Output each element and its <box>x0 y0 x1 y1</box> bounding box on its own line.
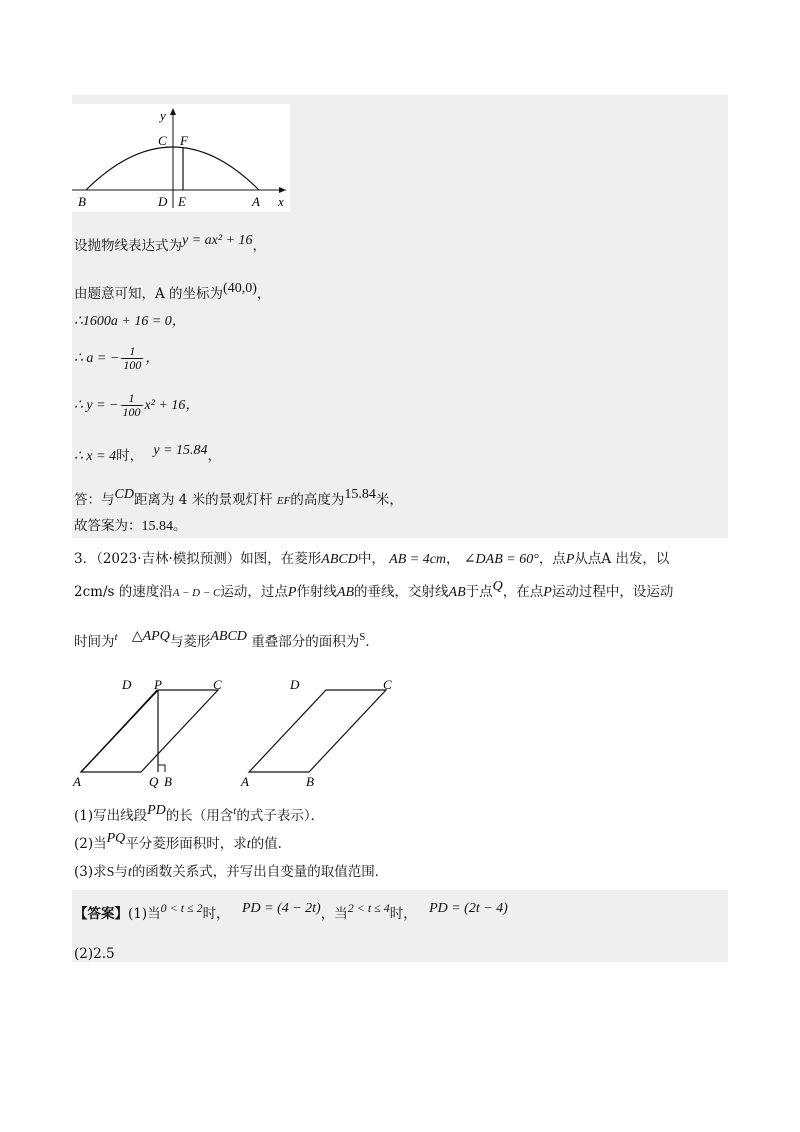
graph-label-c: C <box>158 133 167 148</box>
problem3-line-1: 3．（2023·吉林·模拟预测）如图，在菱形ABCD中， AB = 4cm， ∠DAB = 60°，点P从点A 出发，以 <box>74 551 670 567</box>
fig-left-label-c: C <box>213 677 222 692</box>
graph-label-y: y <box>160 108 166 123</box>
graph-label-x: x <box>278 194 284 209</box>
fraction: $\frac{1}{100}$ <box>123 344 142 373</box>
solution-line-6: ∴ x = 4时， y = 15.84， <box>74 443 222 464</box>
fig-left-label-b: B <box>164 774 172 789</box>
solution-line-4: ∴ a = − $\frac{1}{100}$ ， <box>74 344 160 373</box>
solution-line-1: 设抛物线表达式为y = ax² + 16， <box>74 233 267 254</box>
fig-left-label-q: Q <box>149 774 159 789</box>
graph-label-f: F <box>180 133 188 148</box>
fig-left-label-a: A <box>73 774 81 789</box>
fig-right-label-b: B <box>306 774 314 789</box>
solution-line-2: 由题意可知，A 的坐标为(40,0)， <box>74 281 271 302</box>
graph-label-d: D <box>158 194 168 209</box>
solution-answer-line: 答：与CD距离为 4 米的景观灯杆 EF的高度为15.84米， <box>74 487 403 508</box>
graph-label-e: E <box>178 194 186 209</box>
question-2: (2)当PQ平分菱形面积时，求t的值． <box>74 831 292 852</box>
question-3: (3)求S与t的函数关系式，并写出自变量的取值范围． <box>74 864 389 880</box>
fig-right-label-d: D <box>290 677 300 692</box>
question-1: (1)写出线段PD的长（用含$^t$的式子表示）． <box>74 803 325 824</box>
fig-left-label-p: P <box>154 677 162 692</box>
answer-line-1: 【答案】(1)当0 < t ≤ 2时， PD = (4 − 2t)，当2 < t ≤ 4时， PD = (2t − 4) <box>74 901 508 922</box>
solution-line-5: ∴ y = − $\frac{1}{100}$ x² + 16， <box>74 391 200 420</box>
graph-label-a: A <box>252 194 260 209</box>
problem3-line-3: 时间为$^t$ △APQ与菱形ABCD 重叠部分的面积为$^S$． <box>74 629 379 650</box>
answer-line-2: (2)2.5 <box>74 946 115 962</box>
fig-right-label-a: A <box>241 774 249 789</box>
solution-final-line: 故答案为：15.84。 <box>74 518 187 534</box>
fig-left-label-d: D <box>122 677 132 692</box>
rhombus-figures <box>60 672 440 790</box>
fraction: $\frac{1}{100}$ <box>122 391 141 420</box>
fig-right-label-c: C <box>383 677 392 692</box>
parabola-graph <box>72 104 290 212</box>
problem3-line-2: 2cm/s 的速度沿A − D − C运动，过点P作射线AB的垂线，交射线AB于点Q，在点P运动过程中，设运动 <box>74 579 674 600</box>
solution-line-3: ∴1600a + 16 = 0， <box>74 314 186 329</box>
graph-label-b: B <box>78 194 86 209</box>
